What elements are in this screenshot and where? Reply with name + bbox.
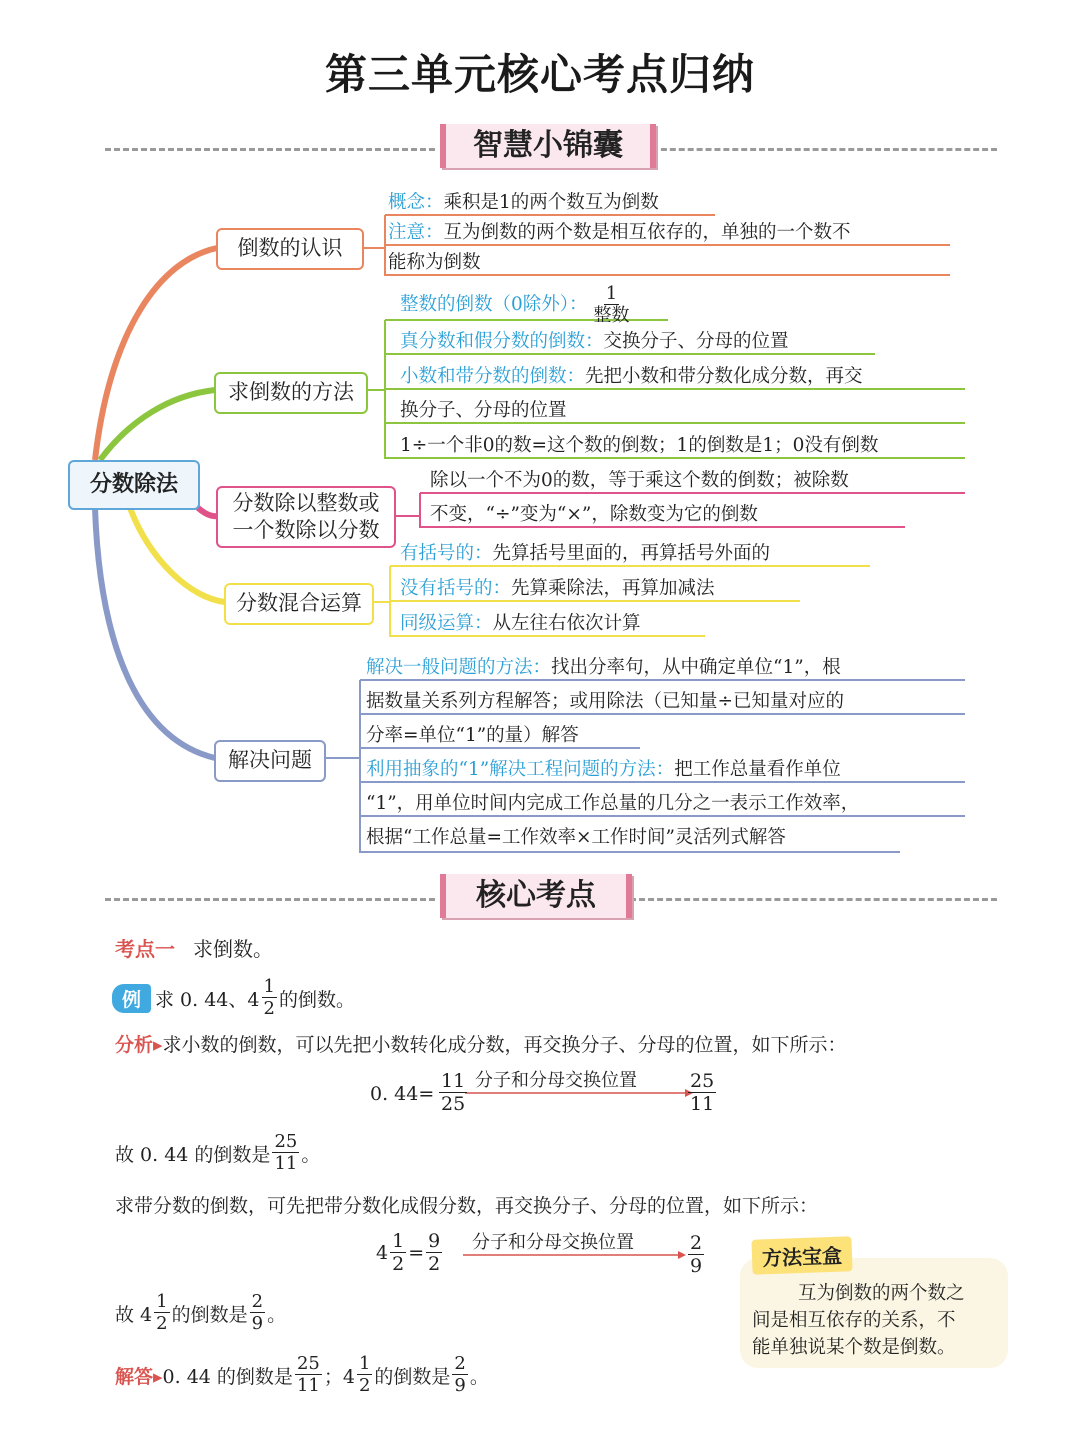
eq1-fraction-2: $\frac{25}{11}$ xyxy=(690,1070,715,1115)
b5-line-6: 根据“工作总量=工作效率×工作时间”灵活列式解答 xyxy=(366,827,786,848)
example-line: 例 求 0. 44、4 $\frac{1}{2}$ 的倒数。 xyxy=(112,978,355,1018)
branch-node-mixed-operations: 分数混合运算 xyxy=(224,583,374,625)
eq2-left: 4 $\frac{1}{2}$ = $\frac{9}{2}$ xyxy=(376,1230,441,1275)
eq1-left: 0. 44= xyxy=(370,1083,435,1105)
b2-line-5: 1÷一个非0的数=这个数的倒数；1的倒数是1；0没有倒数 xyxy=(400,435,879,456)
branch-line-1 xyxy=(95,248,217,460)
b1-line-1: 概念：乘积是1的两个数互为倒数 xyxy=(388,192,659,213)
answer-line: 解答▸ 0. 44 的倒数是 $\frac{25}{11}$ ；4 $\frac{1}{2}$ 的倒数是 $\frac{2}{9}$ 。 xyxy=(115,1353,489,1396)
branch-line-4 xyxy=(130,508,225,602)
b1-line-3: 能称为倒数 xyxy=(388,252,481,273)
b2-line-2: 真分数和假分数的倒数：交换分子、分母的位置 xyxy=(400,331,789,352)
b5-line-1: 解决一般问题的方法：找出分率句，从中确定单位“1”，根 xyxy=(366,657,841,678)
b3-line-1: 除以一个不为0的数，等于乘这个数的倒数；被除数 xyxy=(430,470,849,491)
branch-node-reciprocal-method: 求倒数的方法 xyxy=(214,372,368,414)
branch-line-2 xyxy=(100,390,215,460)
b1-line-2: 注意：互为倒数的两个数是相互依存的，单独的一个数不 xyxy=(388,222,851,243)
mixed-number-explanation: 求带分数的倒数，可先把带分数化成假分数，再交换分子、分母的位置，如下所示： xyxy=(115,1195,819,1217)
section-ribbon-core: 核心考点 xyxy=(440,874,632,918)
method-tip-text: 互为倒数的两个数之 间是相互依存的关系，不 能单独说某个数是倒数。 xyxy=(752,1283,965,1358)
b4-line-2: 没有括号的：先算乘除法，再算加减法 xyxy=(400,578,715,599)
b5-line-3: 分率=单位“1”的量）解答 xyxy=(366,725,579,746)
branch-node-problem-solving: 解决问题 xyxy=(214,740,326,782)
eq2-arrow-label: 分子和分母交换位置 xyxy=(472,1232,634,1253)
divider-left xyxy=(105,148,435,151)
b3-line-2: 不变，“÷”变为“×”，除数变为它的倒数 xyxy=(430,504,758,525)
example-badge: 例 xyxy=(112,984,151,1013)
page-title: 第三单元核心考点归纳 xyxy=(324,50,755,99)
conclusion-1: 故 0. 44 的倒数是 $\frac{25}{11}$ 。 xyxy=(115,1131,321,1174)
divider-right xyxy=(652,148,997,151)
branch-node-reciprocal-concept: 倒数的认识 xyxy=(216,228,364,270)
b4-line-1: 有括号的：先算括号里面的，再算括号外面的 xyxy=(400,543,771,564)
b2-line-3: 小数和带分数的倒数：先把小数和带分数化成分数，再交 xyxy=(400,366,863,387)
key-point-heading: 考点一 求倒数。 xyxy=(115,937,273,961)
analysis-line: 分析▸求小数的倒数，可以先把小数转化成分数，再交换分子、分母的位置，如下所示： xyxy=(115,1034,847,1056)
root-node: 分数除法 xyxy=(68,460,200,510)
branch-line-5 xyxy=(95,508,215,758)
eq2-fraction-result: $\frac{2}{9}$ xyxy=(690,1232,703,1277)
b2-line-1: 整数的倒数（0除外）： $\frac{1}{\text{整数}}$ xyxy=(400,283,630,326)
section-ribbon-tips: 智慧小锦囊 xyxy=(440,124,656,168)
divider-left-2 xyxy=(105,898,435,901)
b5-line-5: “1”，用单位时间内完成工作总量的几分之一表示工作效率， xyxy=(366,793,860,814)
eq1-arrow-label: 分子和分母交换位置 xyxy=(475,1070,637,1091)
b4-line-3: 同级运算：从左往右依次计算 xyxy=(400,613,641,634)
divider-right-2 xyxy=(630,898,997,901)
branch-node-fraction-division: 分数除以整数或 一个数除以分数 xyxy=(216,486,396,548)
b5-line-4: 利用抽象的“1”解决工程问题的方法：把工作总量看作单位 xyxy=(366,759,841,780)
conclusion-2: 故 4 $\frac{1}{2}$ 的倒数是 $\frac{2}{9}$ 。 xyxy=(115,1291,287,1334)
method-tip-title: 方法宝盒 xyxy=(751,1236,852,1274)
b2-line-4: 换分子、分母的位置 xyxy=(400,400,567,421)
b5-line-2: 据数量关系列方程解答；或用除法（已知量÷已知量对应的 xyxy=(366,691,845,712)
eq1-fraction-1: $\frac{11}{25}$ xyxy=(441,1070,466,1115)
